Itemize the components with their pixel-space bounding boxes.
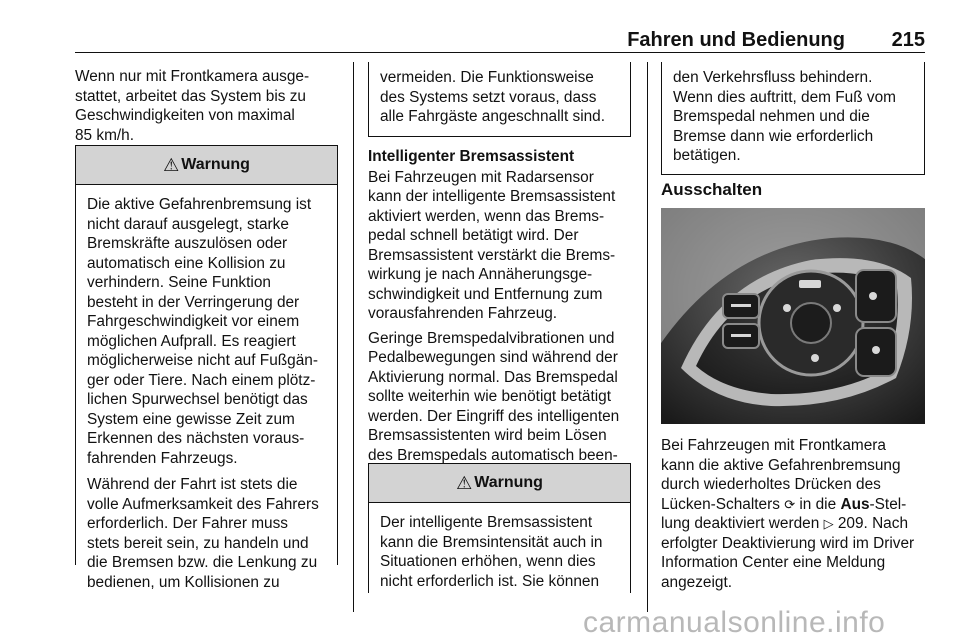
gap-switch-icon: ⟳ [784, 496, 796, 512]
warning-triangle-icon: ⚠ [163, 154, 180, 175]
section-heading: Ausschalten [661, 180, 763, 199]
steering-wheel-controls-photo [661, 208, 925, 424]
section-title: Fahren und Bedienung [627, 29, 845, 51]
warning-continuation-box: den Verkehrsfluss behindern. Wenn dies auftritt, dem Fuß vom Bremspedal nehmen und die Bremse dann wie erforderlich betätigen. [661, 62, 925, 175]
header-rule [75, 52, 925, 53]
watermark: carmanualsonline.info [583, 606, 886, 639]
page-number: 215 [891, 29, 925, 51]
paragraph: Bei Fahrzeugen mit Radarsensor kann der intelligente Bremsassistent aktiviert werden, wenn das Brems- pedal schnell betätigt wird. Der Bremsassistent verstärkt die Brems- wirkung je nach Annäherungsge- schwindigkeit und Entfernung zum vorausfahrenden Fahrzeug. [368, 168, 616, 322]
steering-wheel-illustration [661, 208, 925, 424]
warning-continuation-box: vermeiden. Die Funktionsweise des Systems setzt voraus, dass alle Fahrgäste angeschnallt sind. [368, 62, 631, 137]
warning-header: ⚠ Warnung [76, 146, 337, 185]
warning-paragraph: Die aktive Gefahrenbremsung ist nicht darauf ausgelegt, starke Bremskräfte auszulösen oder automatisch eine Kollision zu verhindern. Seine Funktion besteht in der Verringerung der Fahrgeschwindigkeit vor einem möglichen Aufprall. Es reagiert möglicherweise nicht auf Fußgän- ger oder Tiere. Nach einem plötz- lichen Spurwechsel benötigt das System eine gewisse Zeit zum Erkennen des nächsten voraus- fahrenden Fahrzeugs. [87, 196, 318, 467]
warning-triangle-icon: ⚠ [456, 472, 473, 493]
warning-header: ⚠ Warnung [369, 464, 630, 503]
warning-paragraph: Der intelligente Bremsassistent kann die Bremsintensität auch in Situationen erhöhen, wenn dies nicht erforderlich ist. Sie können [380, 514, 603, 590]
subheading: Intelligenter Bremsassistent [368, 148, 575, 165]
deactivation-paragraph: Bei Fahrzeugen mit Frontkamera kann die aktive Gefahrenbremsung durch wiederholtes Drücken des Lücken-Schalters ⟳ in die Aus-Stel- lung deaktiviert werden ▷ 209. Nach erfolgter Deaktivierung wird im Driver Information Center eine Meldung angezeigt. [661, 437, 915, 591]
column-divider [353, 62, 354, 612]
page-reference-arrow-icon: ▷ [823, 516, 834, 531]
warning-paragraph: Während der Fahrt ist stets die volle Aufmerksamkeit des Fahrers erforderlich. Der Fahrer muss stets bereit sein, zu handeln und die Bremsen bzw. die Lenkung zu bedienen, um Kollisionen zu [87, 476, 319, 591]
paragraph: Geringe Bremspedalvibrationen und Pedalbewegungen sind während der Aktivierung normal. Das Bremspedal sollte weiterhin wie benötigt betätigt werden. Der Eingriff des intelligenten Bremsassistenten wird beim Lösen des Bremspedals automatisch been- [368, 329, 620, 464]
warning-box [75, 145, 338, 591]
warning-box [368, 463, 631, 593]
column-divider [647, 62, 648, 612]
intro-paragraph: Wenn nur mit Frontkamera ausge- stattet, arbeitet das System bis zu Geschwindigkeiten von maximal 85 km/h. [75, 68, 310, 144]
